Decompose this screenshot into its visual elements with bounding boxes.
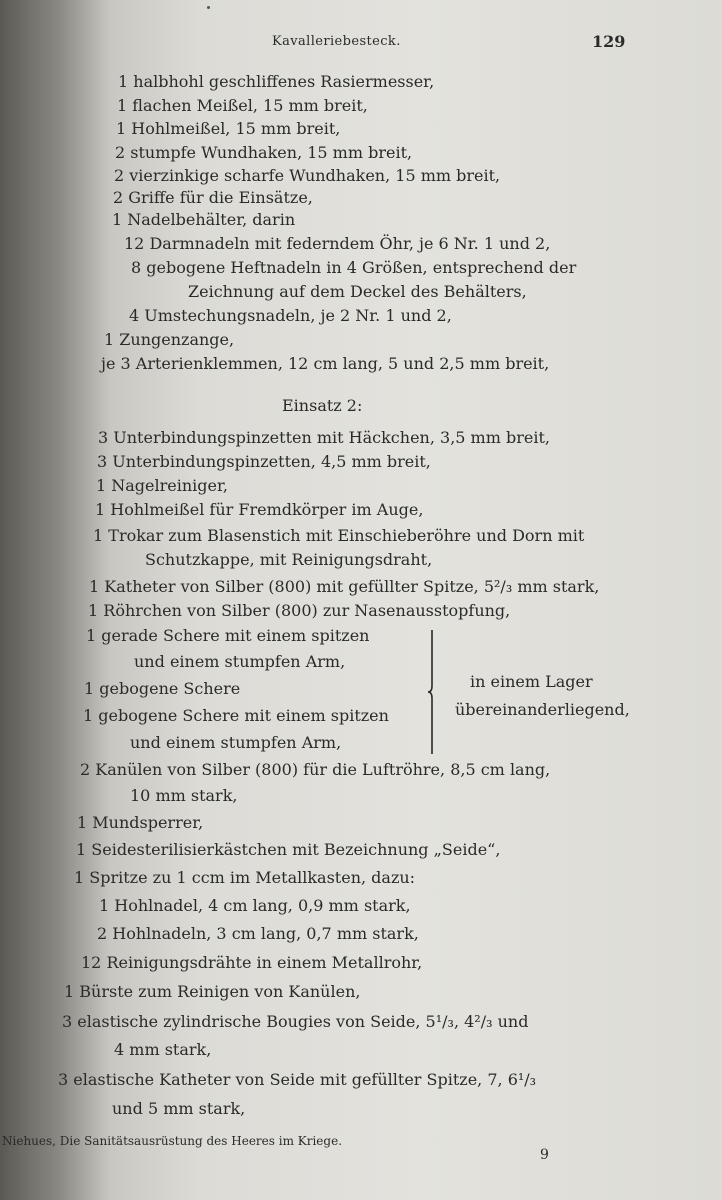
curly-brace-icon (424, 628, 444, 756)
list-item: 2 Kanülen von Silber (800) für die Luftröhre, 8,5 cm lang, (80, 760, 551, 779)
list-item: 1 Hohlmeißel für Fremdkörper im Auge, (95, 500, 424, 519)
list-item: 1 Spritze zu 1 ccm im Metallkasten, dazu: (74, 868, 416, 887)
list-item: 3 elastische zylindrische Bougies von Seide, 5¹/₃, 4²/₃ und (62, 1012, 529, 1031)
brace-item-continuation: und einem stumpfen Arm, (130, 733, 342, 752)
list-item-continuation: Schutzkappe, mit Reinigungsdraht, (145, 550, 433, 569)
list-item: 2 Hohlnadeln, 3 cm lang, 0,7 mm stark, (97, 924, 419, 943)
list-item: 1 Nagelreiniger, (96, 476, 228, 495)
list-item: 2 vierzinkige scharfe Wundhaken, 15 mm breit, (114, 166, 501, 185)
list-item: 1 halbhohl geschliffenes Rasiermesser, (118, 72, 435, 91)
list-item: 1 Zungenzange, (104, 330, 235, 349)
section-heading: Einsatz 2: (282, 396, 363, 415)
list-item: 12 Reinigungsdrähte in einem Metallrohr, (81, 953, 423, 972)
list-item: 4 Umstechungsnadeln, je 2 Nr. 1 und 2, (129, 306, 452, 325)
list-item-continuation: 4 mm stark, (114, 1040, 212, 1059)
list-item: 3 Unterbindungspinzetten, 4,5 mm breit, (97, 452, 431, 471)
brace-note-line: übereinanderliegend, (455, 700, 630, 719)
list-item: 8 gebogene Heftnadeln in 4 Größen, entsprechend der (131, 258, 577, 277)
running-head: Kavalleriebesteck. (272, 34, 401, 49)
paper-spot (207, 6, 210, 9)
list-item: 2 Griffe für die Einsätze, (113, 188, 313, 207)
list-item: 1 Mundsperrer, (77, 813, 204, 832)
list-item: 1 Katheter von Silber (800) mit gefüllter Spitze, 5²/₃ mm stark, (89, 577, 600, 596)
list-item: 2 stumpfe Wundhaken, 15 mm breit, (115, 143, 413, 162)
brace-item-continuation: und einem stumpfen Arm, (134, 652, 346, 671)
list-item-continuation: 10 mm stark, (130, 786, 238, 805)
list-item: 1 Trokar zum Blasenstich mit Einschieberöhre und Dorn mit (93, 526, 585, 545)
list-item: 1 Hohlnadel, 4 cm lang, 0,9 mm stark, (99, 896, 411, 915)
list-item: 1 Bürste zum Reinigen von Kanülen, (64, 982, 361, 1001)
sheet-signature: 9 (540, 1147, 549, 1163)
curly-brace (424, 628, 444, 756)
list-item: 1 Nadelbehälter, darin (112, 210, 296, 229)
list-item-continuation: Zeichnung auf dem Deckel des Behälters, (188, 282, 527, 301)
page-number: 129 (592, 32, 626, 51)
list-item-continuation: und 5 mm stark, (112, 1099, 246, 1118)
footer-citation: Niehues, Die Sanitätsausrüstung des Heeres im Kriege. (2, 1134, 343, 1148)
list-item: 1 Röhrchen von Silber (800) zur Nasenausstopfung, (88, 601, 511, 620)
list-item: je 3 Arterienklemmen, 12 cm lang, 5 und 2,5 mm breit, (101, 354, 550, 373)
list-item: 1 flachen Meißel, 15 mm breit, (117, 96, 368, 115)
list-item: 3 Unterbindungspinzetten mit Häckchen, 3,5 mm breit, (98, 428, 550, 447)
brace-item: 1 gebogene Schere (84, 679, 241, 698)
list-item: 1 Seidesterilisierkästchen mit Bezeichnung „Seide“, (76, 840, 501, 859)
brace-item: 1 gerade Schere mit einem spitzen (86, 626, 370, 645)
list-item: 1 Hohlmeißel, 15 mm breit, (116, 119, 341, 138)
brace-item: 1 gebogene Schere mit einem spitzen (83, 706, 389, 725)
list-item: 12 Darmnadeln mit federndem Öhr, je 6 Nr. 1 und 2, (124, 234, 551, 253)
page-header (0, 34, 722, 54)
brace-note-line: in einem Lager (470, 672, 593, 691)
list-item: 3 elastische Katheter von Seide mit gefüllter Spitze, 7, 6¹/₃ (58, 1070, 537, 1089)
